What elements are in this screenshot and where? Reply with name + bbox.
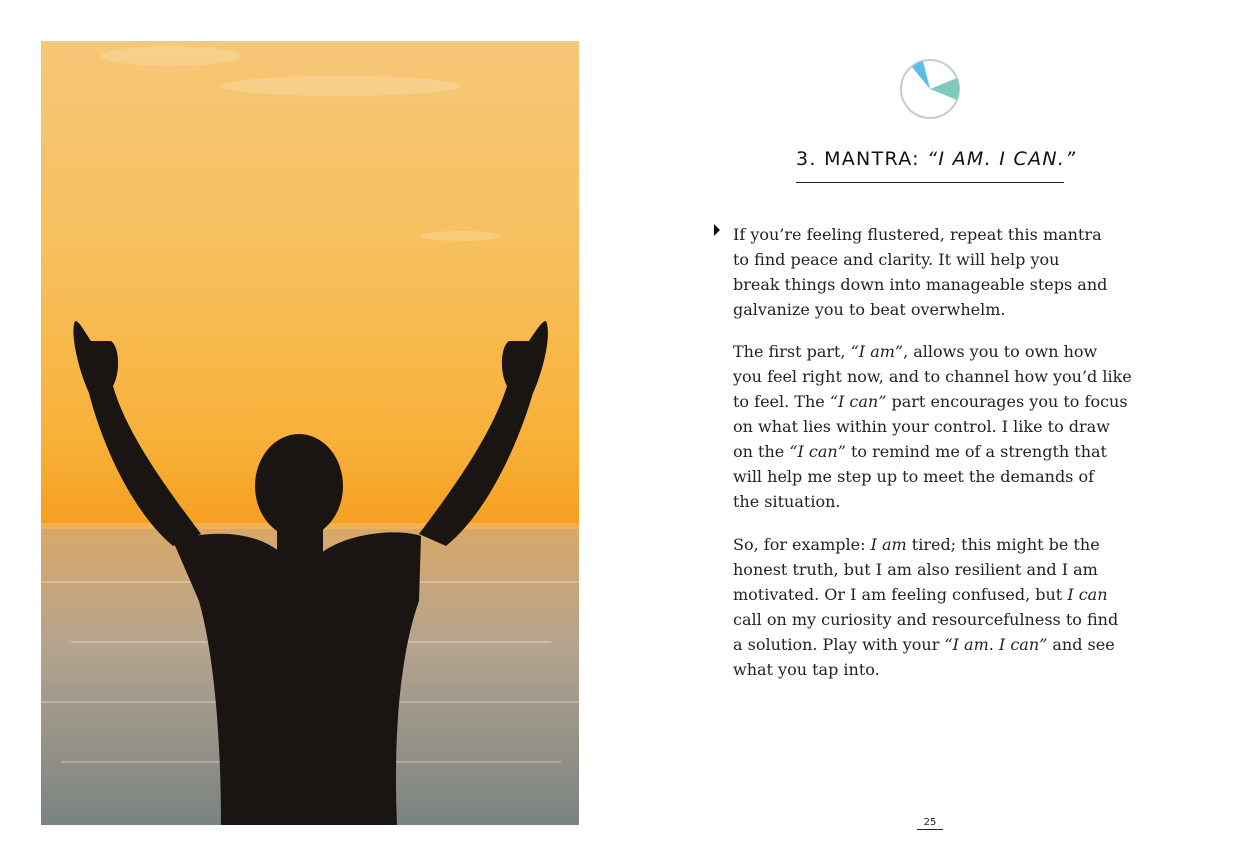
heading-quote: “I AM. I CAN.”	[927, 148, 1077, 170]
text-run: part encourages you to focus	[886, 392, 1128, 411]
triangle-bullet-icon	[714, 224, 720, 236]
paragraph-example	[733, 532, 1163, 682]
italic-run: I am	[870, 535, 907, 554]
text-run: So, for example:	[733, 535, 871, 554]
text-run: motivated. Or I am feeling confused, but	[733, 585, 1068, 604]
text-run: tired; this might be the	[906, 535, 1100, 554]
text-run: The first part,	[733, 342, 851, 361]
text-line: galvanize you to beat overwhelm.	[733, 300, 1006, 319]
text-line: honest truth, but I am also resilient and I am	[733, 560, 1098, 579]
heading-underline	[796, 182, 1064, 183]
text-line	[733, 582, 1163, 607]
text-line	[733, 339, 1163, 364]
text-line: will help me step up to meet the demands of	[733, 467, 1095, 486]
pie-segment-icon	[898, 57, 962, 121]
text-run: a solution. Play with your	[733, 635, 945, 654]
text-line: to find peace and clarity. It will help you	[733, 250, 1060, 269]
text-line	[733, 532, 1163, 557]
text-line	[733, 439, 1163, 464]
sunset-photo	[41, 41, 579, 825]
text-line: what you tap into.	[733, 660, 880, 679]
paragraph-intro	[733, 222, 1163, 322]
italic-run: “I am. I can”	[944, 635, 1048, 654]
italic-run: “I can”	[789, 442, 846, 461]
text-line: the situation.	[733, 492, 841, 511]
text-run: on the	[733, 442, 790, 461]
text-line: If you’re feeling flustered, repeat this mantra	[733, 225, 1102, 244]
silhouette-illustration	[41, 41, 579, 825]
italic-run: “I can”	[829, 392, 887, 411]
text-line	[733, 632, 1163, 657]
text-line: break things down into manageable steps and	[733, 275, 1108, 294]
text-run: to feel. The	[733, 392, 830, 411]
text-line: you feel right now, and to channel how you’d like	[733, 367, 1132, 386]
italic-run: I can	[1067, 585, 1108, 604]
text-line	[733, 389, 1163, 414]
heading-prefix: 3. MANTRA:	[796, 148, 928, 170]
text-run: and see	[1047, 635, 1115, 654]
section-heading	[796, 148, 1077, 170]
text-line: call on my curiosity and resourcefulness to find	[733, 610, 1119, 629]
paragraph-explanation	[733, 339, 1163, 514]
text-line: on what lies within your control. I like to draw	[733, 417, 1110, 436]
italic-run: “I am”	[850, 342, 904, 361]
text-run: to remind me of a strength that	[845, 442, 1107, 461]
text-run: , allows you to own how	[903, 342, 1098, 361]
page-number: 25	[917, 817, 943, 830]
